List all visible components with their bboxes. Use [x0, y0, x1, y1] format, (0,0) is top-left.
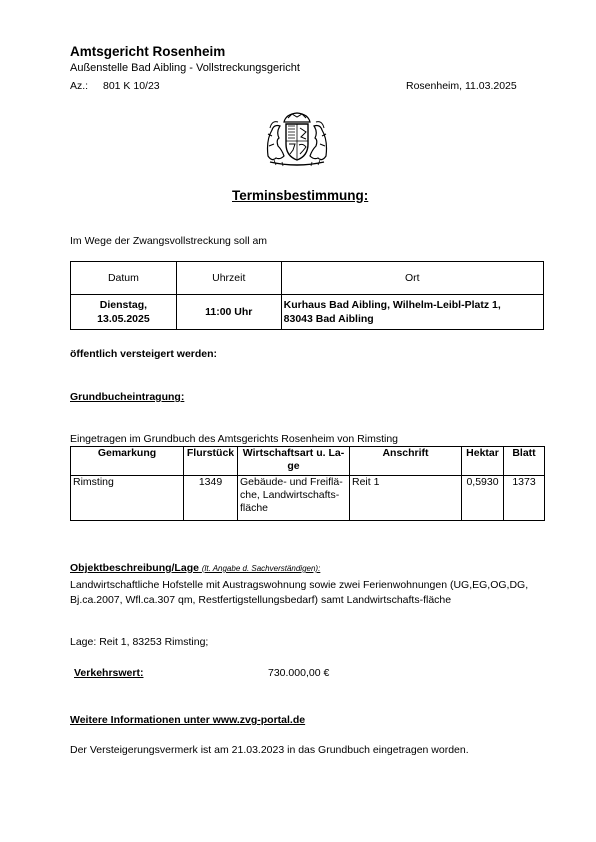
az-label: Az.: [70, 80, 89, 92]
header-hektar: Hektar [462, 447, 504, 476]
objekt-lage: Lage: Reit 1, 83253 Rimsting; [70, 636, 209, 648]
schedule-row [71, 295, 544, 330]
schedule-table [70, 261, 544, 330]
bavarian-coat-of-arms-icon [262, 110, 332, 168]
objekt-description: Landwirtschaftliche Hofstelle mit Austragswohnung sowie zwei Ferienwohnungen (UG,EG,OG,DG, Bj.ca.2007, Wfl.ca.307 qm, Restfertigstellungsbedarf) samt Landwirtschafts-fläche [70, 579, 529, 606]
grundbuch-heading: Grundbucheintragung: [70, 391, 185, 403]
verkehrswert-value: 730.000,00 € [268, 667, 330, 679]
schedule-date [71, 295, 177, 330]
cell-flurstueck: 1349 [184, 476, 238, 521]
header-blatt: Blatt [504, 447, 545, 476]
cell-anschrift: Reit 1 [350, 476, 462, 521]
schedule-time: 11:00 Uhr [176, 295, 281, 330]
cell-wirtschaftsart: Gebäude- und Freiflä-che, Landwirtschafts-fläche [238, 476, 350, 521]
header-wirtschaftsart: Wirtschaftsart u. La-ge [238, 447, 350, 476]
az-number: 801 K 10/23 [103, 80, 160, 92]
court-name: Amtsgericht Rosenheim [70, 44, 226, 59]
grundbuch-header-row [71, 447, 545, 476]
header-gemarkung: Gemarkung [71, 447, 184, 476]
versteigert-text: öffentlich versteigert werden: [70, 348, 218, 360]
schedule-header-row [71, 262, 544, 295]
schedule-place-line1: Kurhaus Bad Aibling, Wilhelm-Leibl-Platz 1, [283, 299, 501, 311]
grundbuch-table [70, 446, 545, 521]
place-date: Rosenheim, 11.03.2025 [406, 80, 517, 92]
court-branch: Außenstelle Bad Aibling - Vollstreckungsgericht [70, 62, 300, 74]
cell-blatt: 1373 [504, 476, 545, 521]
objekt-subheading: (lt. Angabe d. Sachverständigen): [201, 564, 321, 573]
header-flurstueck: Flurstück [184, 447, 238, 476]
grundbuch-intro: Eingetragen im Grundbuch des Amtsgerichts Rosenheim von Rimsting [70, 433, 398, 445]
cell-hektar: 0,5930 [462, 476, 504, 521]
objekt-heading-text: Objektbeschreibung/Lage [70, 562, 199, 574]
cell-gemarkung: Rimsting [71, 476, 184, 521]
schedule-place [281, 295, 543, 330]
header-uhrzeit: Uhrzeit [176, 262, 281, 295]
header-datum: Datum [71, 262, 177, 295]
info-link-text: Weitere Informationen unter www.zvg-portal.de [70, 714, 306, 726]
schedule-place-line2: 83043 Bad Aibling [283, 313, 374, 325]
header-ort: Ort [281, 262, 543, 295]
table-row [71, 476, 545, 521]
page-title: Terminsbestimmung: [232, 188, 369, 203]
header-anschrift: Anschrift [350, 447, 462, 476]
objekt-heading [70, 562, 320, 574]
intro-text: Im Wege der Zwangsvollstreckung soll am [70, 235, 268, 247]
schedule-date-value: 13.05.2025 [97, 313, 150, 325]
schedule-date-weekday: Dienstag, [99, 299, 148, 311]
verkehrswert-label: Verkehrswert: [74, 667, 144, 679]
vermerk-text: Der Versteigerungsvermerk ist am 21.03.2023 in das Grundbuch eingetragen worden. [70, 744, 469, 756]
